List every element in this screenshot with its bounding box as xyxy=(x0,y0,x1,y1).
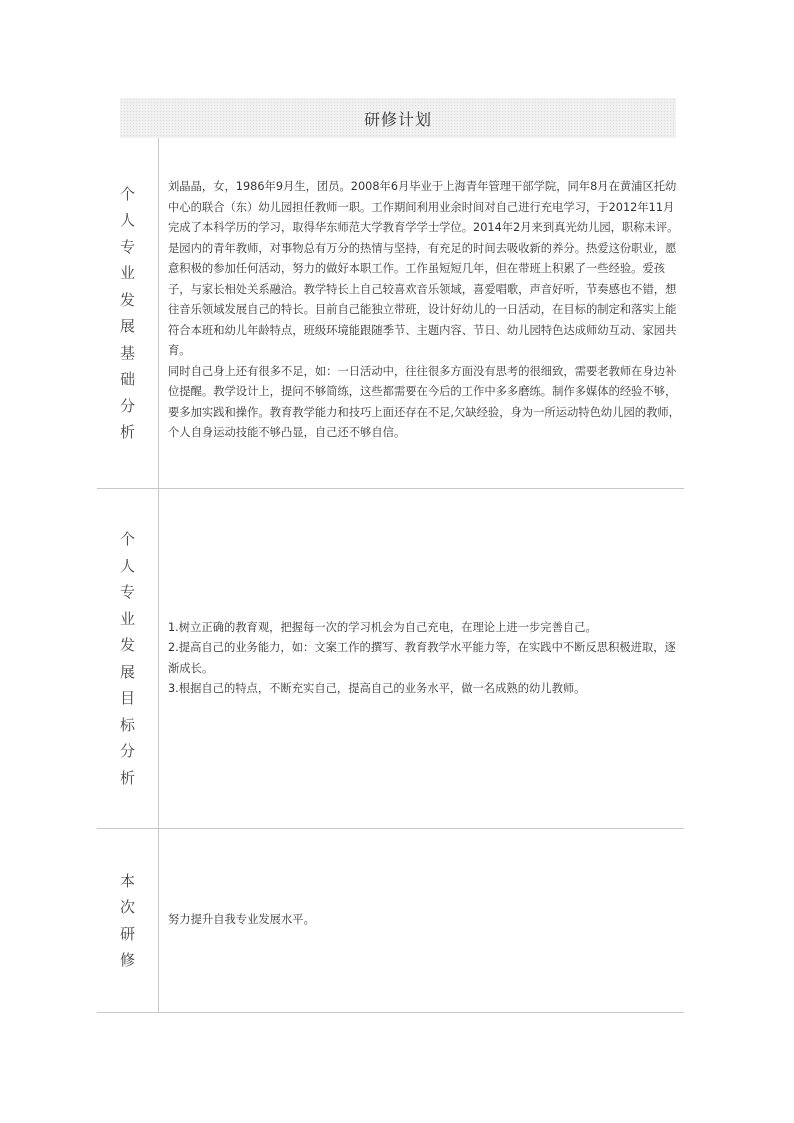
label-char: 础 xyxy=(119,370,135,388)
label-char: 专 xyxy=(119,583,135,601)
label-char: 标 xyxy=(119,715,135,734)
label-char: 基 xyxy=(119,343,135,362)
label-char: 发 xyxy=(119,636,135,654)
label-char: 专 xyxy=(119,237,135,256)
label-char: 修 xyxy=(119,951,135,969)
label-char: 析 xyxy=(119,423,135,441)
label-char: 分 xyxy=(119,396,135,415)
label-char: 人 xyxy=(119,211,135,229)
row-label-cell xyxy=(97,829,159,1012)
content-paragraph: 3.根据自己的特点，不断充实自己，提高自己的业务水平，做一名成熟的幼儿教师。 xyxy=(168,682,586,695)
label-char: 人 xyxy=(119,556,135,575)
row-content xyxy=(168,910,315,931)
row-content-cell xyxy=(168,489,682,828)
label-char: 业 xyxy=(119,264,135,282)
label-char: 展 xyxy=(119,317,135,335)
row-content-cell xyxy=(168,829,682,1012)
row-content xyxy=(168,177,682,444)
label-char: 目 xyxy=(119,689,135,707)
table-row-current-training xyxy=(97,829,684,1013)
label-char: 本 xyxy=(119,871,135,890)
row-label-cell xyxy=(97,489,159,828)
label-char: 发 xyxy=(119,290,135,309)
row-label xyxy=(120,868,135,974)
row-content-cell xyxy=(168,138,682,488)
label-char: 业 xyxy=(119,609,135,628)
content-paragraph: 同时自己身上还有很多不足，如：一日活动中，往往很多方面没有思考的很细致，需要老教师在身边补位提醒。教学设计上，提问不够简练，这些都需要在今后的工作中多多磨练。制作多媒体的经验不够，要多加实践和操作。教育教学能力和技巧上面还存在不足,欠缺经验，身为一所运动特色幼儿园的教师，个人自身运动技能不够凸显，自己还不够自信。 xyxy=(168,364,680,439)
content-paragraph: 努力提升自我专业发展水平。 xyxy=(168,913,315,927)
label-char: 分 xyxy=(119,742,135,760)
label-char: 个 xyxy=(119,530,135,548)
table-row-goal-analysis xyxy=(97,489,684,829)
content-paragraph: 2.提高自己的业务能力，如：文案工作的撰写、教育教学水平能力等，在实践中不断反思积极进取，逐渐成长。 xyxy=(168,641,676,675)
label-char: 展 xyxy=(119,662,135,681)
plan-table xyxy=(97,138,684,1013)
row-label xyxy=(120,526,135,791)
label-char: 次 xyxy=(119,898,135,916)
row-content xyxy=(168,618,682,700)
row-label xyxy=(120,181,135,446)
row-label-cell xyxy=(97,138,159,488)
title-bar xyxy=(120,98,676,138)
page-title: 研修计划 xyxy=(363,109,432,129)
table-row-foundation-analysis xyxy=(97,138,684,489)
label-char: 个 xyxy=(119,184,135,203)
content-paragraph: 刘晶晶，女，1986年9月生，团员。2008年6月毕业于上海青年管理干部学院，同年8月在黄浦区托幼中心的联合（东）幼儿园担任教师一职。工作期间利用业余时间对自己进行充电学习，于2012年11月完成了本科学历的学习，取得华东师范大学教育学学士学位。2014年2月来到真光幼儿园，职称未评。是园内的青年教师，对事物总有万分的热情与坚持，有充足的时间去吸收新的养分。热爱这份职业，愿意积极的参加任何活动，努力的做好本职工作。工作虽短短几年，但在带班上积累了一些经验。爱孩子，与家长相处关系融洽。教学特长上自己较喜欢音乐领域，喜爱唱歌，声音好听，节奏感也不错，想往音乐领域发展自己的特长。目前自己能独立带班，设计好幼儿的一日活动，在目标的制定和落实上能符合本班和幼儿年龄特点，班级环境能跟随季节、主题内容、节日、幼儿园特色达成师幼互动、家园共育。 xyxy=(168,180,679,357)
content-paragraph: 1.树立正确的教育观，把握每一次的学习机会为自己充电，在理论上进一步完善自己。 xyxy=(168,620,597,634)
label-char: 研 xyxy=(119,924,135,943)
label-char: 析 xyxy=(119,768,135,787)
